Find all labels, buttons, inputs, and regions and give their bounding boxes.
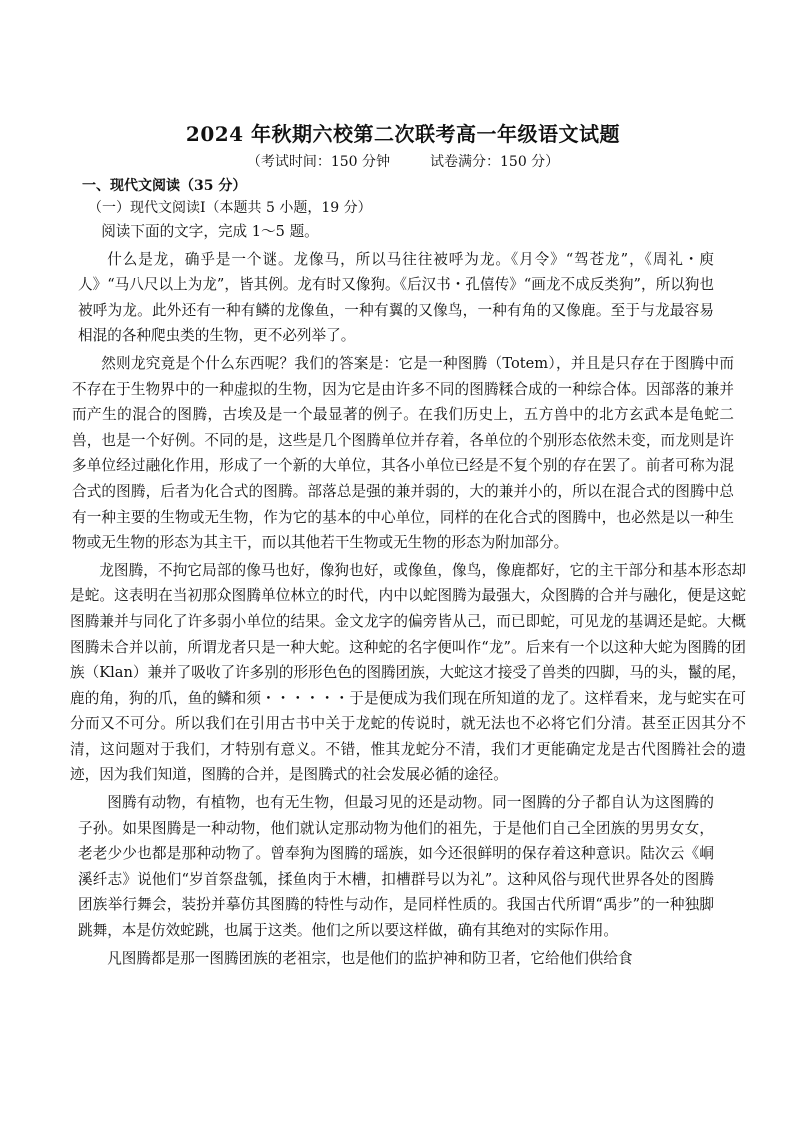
section-heading: 一、现代文阅读（35 分） (82, 178, 247, 194)
exam-time: （考试时间：150 分钟 (246, 154, 390, 170)
exam-title: 2024 年秋期六校第二次联考高一年级语文试题 (185, 122, 621, 146)
passage-paragraph-3: 龙图腾，不拘它局部的像马也好，像狗也好，或像鱼，像鸟，像鹿都好，它的主干部分和基本形态却是蛇。这表明在当初那众图腾单位林立的时代，内中以蛇图腾为最强大，众图腾的合并与融化，便是这蛇图腾兼并与同化了许多弱小单位的结果。金文龙字的偏旁皆从己，而已即蛇，可见龙的基调还是蛇。大概图腾未合并以前，所谓龙者只是一种大蛇。这种蛇的名字便叫作“龙”。后来有一个以这种大蛇为图腾的团族（Klan）兼并了吸收了许多别的形形色色的图腾团族，大蛇这才接受了兽类的四脚，马的头，鬣的尾，鹿的角，狗的爪，鱼的鳞和须・・・・・・于是便成为我们现在所知道的龙了。这样看来，龙与蛇实在可分而又不可分。所以我们在引用古书中关于龙蛇的传说时，就无法也不必将它们分清。甚至正因其分不清，这问题对于我们，才特别有意义。不错，惟其龙蛇分不清，我们才更能确定龙是古代图腾社会的遗迹，因为我们知道，图腾的合并，是图腾式的社会发展必循的途径。 (70, 561, 746, 784)
full-score: 试卷满分：150 分） (430, 154, 560, 170)
subsection-heading: （一）现代文阅读Ⅰ（本题共 5 小题，19 分） (88, 200, 372, 216)
passage-paragraph-1: 什么是龙，确乎是一个谜。龙像马，所以马往往被呼为龙。《月令》“驾苍龙”，《周礼・庾人》“马八尺以上为龙”，皆其例。龙有时又像狗。《后汉书・孔僖传》“画龙不成反类狗”，所以狗也被呼为龙。此外还有一种有鳞的龙像鱼，一种有翼的又像鸟，一种有角的又像鹿。至于与龙最容易相混的各种爬虫类的生物，更不必列举了。 (78, 250, 714, 345)
passage-paragraph-5: 凡图腾都是那一图腾团族的老祖宗，也是他们的监护神和防卫者，它给他们供给食 (107, 949, 633, 967)
exam-info (72, 151, 734, 171)
passage-paragraph-4: 图腾有动物，有植物，也有无生物，但最习见的还是动物。同一图腾的分子都自认为这图腾的子孙。如果图腾是一种动物，他们就认定那动物为他们的祖先，于是他们自己全团族的男男女女，老老少少也都是那种动物了。曾奉狗为图腾的瑶族，如今还很鲜明的保存着这种意识。陆次云《峒溪纤志》说他们“岁首祭盘瓠，揉鱼肉于木槽，扣槽群号以为礼”。这种风俗与现代世界各处的图腾团族举行舞会，装扮并摹仿其图腾的特性与动作，是同样性质的。我国古代所谓“禹步”的一种独脚跳舞，本是仿效蛇跳，也属于这类。他们之所以要这样做，确有其绝对的实际作用。 (78, 794, 714, 940)
passage-paragraph-2: 然则龙究竟是个什么东西呢？我们的答案是：它是一种图腾（Totem），并且是只存在于图腾中而不存在于生物界中的一种虚拟的生物，因为它是由许多不同的图腾糅合成的一种综合体。因部落的兼并而产生的混合的图腾，古埃及是一个最显著的例子。在我们历史上，五方兽中的北方玄武本是龟蛇二兽，也是一个好例。不同的是，这些是几个图腾单位并存着，各单位的个别形态依然未变，而龙则是许多单位经过融化作用，形成了一个新的大单位，其各小单位已经是不复个别的存在罢了。前者可称为混合式的图腾，后者为化合式的图腾。部落总是强的兼并弱的，大的兼并小的，所以在混合式的图腾中总有一种主要的生物或无生物，作为它的基本的中心单位，同样的在化合式的图腾中，也必然是以一种生物或无生物的形态为其主干，而以其他若干生物或无生物的形态为附加部分。 (72, 354, 734, 552)
reading-instruction: 阅读下面的文字，完成 1～5 题。 (101, 223, 319, 240)
